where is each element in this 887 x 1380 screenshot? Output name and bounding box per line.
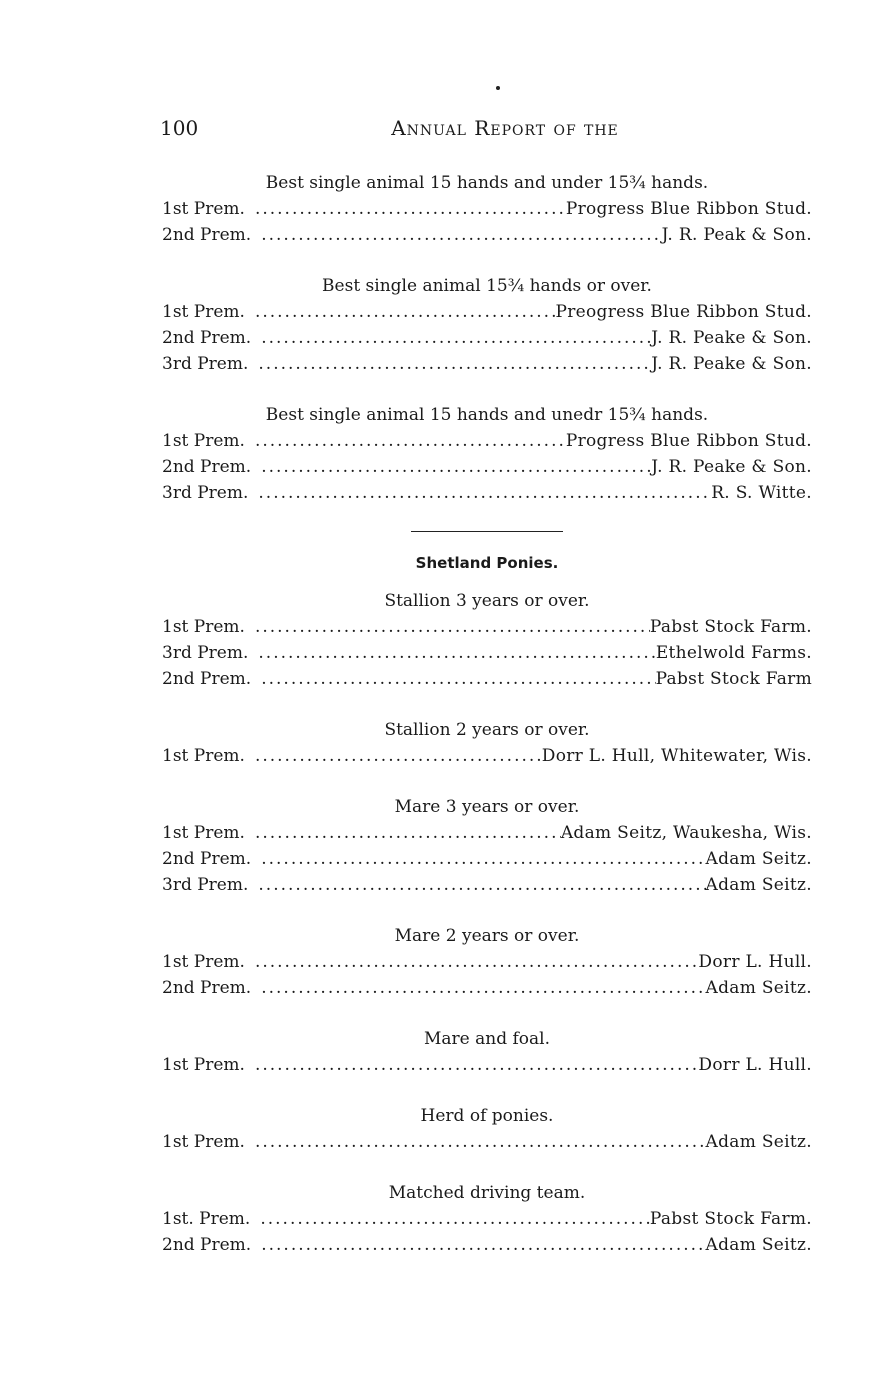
premium-winner: Dorr L. Hull. [698, 952, 812, 972]
premium-place: 1st Prem. [162, 823, 245, 843]
section-title: Mare and foal. [423, 1029, 550, 1049]
dot-leader [255, 299, 556, 325]
premium-place: 1st Prem. [162, 1055, 245, 1075]
award-section [162, 1103, 812, 1155]
premium-place: 1st. Prem. [162, 1209, 251, 1229]
premium-winner: R. S. Witte. [711, 483, 812, 503]
premium-winner: Pabst Stock Farm. [649, 617, 812, 637]
premium-winner: Adam Seitz. [705, 849, 812, 869]
award-section [162, 717, 812, 769]
award-entry [162, 614, 812, 640]
premium-place: 1st Prem. [162, 302, 245, 322]
award-entry [162, 1129, 812, 1155]
premium-place: 2nd Prem. [162, 849, 252, 869]
award-section [162, 588, 812, 692]
dot-leader [255, 949, 698, 975]
premium-place: 3rd Prem. [162, 875, 249, 895]
dot-leader [255, 743, 542, 769]
award-entry [162, 351, 812, 377]
section-divider [411, 531, 563, 532]
premium-winner: J. R. Peake & Son. [651, 328, 812, 348]
award-section [162, 402, 812, 506]
award-entry [162, 454, 812, 480]
print-speck [496, 86, 500, 90]
award-entry [162, 428, 812, 454]
premium-winner: Adam Seitz. [705, 978, 812, 998]
award-entry [162, 820, 812, 846]
premium-winner: J. R. Peake & Son. [651, 354, 812, 374]
page-number: 100 [160, 116, 199, 140]
premium-winner: Ethelwold Farms. [655, 643, 812, 663]
premium-place: 1st Prem. [162, 199, 245, 219]
award-section [162, 273, 812, 377]
premium-place: 1st Prem. [162, 746, 245, 766]
section-title: Matched driving team. [388, 1183, 586, 1203]
dot-leader [255, 1129, 706, 1155]
section-divider-wrap [162, 531, 812, 532]
dot-leader [258, 640, 655, 666]
award-section [162, 170, 812, 248]
dot-leader [261, 666, 655, 692]
dot-leader [255, 428, 566, 454]
award-entry [162, 196, 812, 222]
running-title: Annual Report of the [391, 116, 619, 140]
award-section [162, 1180, 812, 1258]
award-listing [162, 170, 812, 1283]
premium-place: 1st Prem. [162, 431, 245, 451]
award-section [162, 794, 812, 898]
award-entry [162, 325, 812, 351]
premium-place: 3rd Prem. [162, 354, 249, 374]
section-title: Best single animal 15 hands and unedr 15¾ hands. [265, 405, 709, 425]
premium-winner: J. R. Peake & Son. [651, 457, 812, 477]
dot-leader [258, 872, 705, 898]
award-entry [162, 1206, 812, 1232]
premium-place: 1st Prem. [162, 617, 245, 637]
premium-place: 2nd Prem. [162, 328, 252, 348]
dot-leader [261, 222, 661, 248]
award-entry [162, 1052, 812, 1078]
premium-place: 2nd Prem. [162, 978, 252, 998]
section-title: Mare 3 years or over. [394, 797, 580, 817]
dot-leader [261, 1232, 705, 1258]
section-title: Stallion 3 years or over. [384, 591, 590, 611]
award-entry [162, 743, 812, 769]
dot-leader [255, 196, 566, 222]
premium-place: 1st Prem. [162, 952, 245, 972]
award-entry [162, 1232, 812, 1258]
award-entry [162, 872, 812, 898]
premium-winner: Dorr L. Hull, Whitewater, Wis. [541, 746, 812, 766]
page-header [160, 116, 814, 142]
premium-place: 3rd Prem. [162, 483, 249, 503]
award-entry [162, 666, 812, 692]
premium-place: 2nd Prem. [162, 1235, 252, 1255]
premium-winner: Adam Seitz, Waukesha, Wis. [560, 823, 812, 843]
section-title: Best single animal 15 hands and under 15¾ hands. [265, 173, 709, 193]
award-section [162, 923, 812, 1001]
dot-leader [258, 351, 651, 377]
section-title: Stallion 2 years or over. [384, 720, 590, 740]
award-entry [162, 975, 812, 1001]
dot-leader [261, 975, 705, 1001]
shetland-heading: Shetland Ponies. [415, 554, 559, 572]
premium-winner: Adam Seitz. [705, 1235, 812, 1255]
premium-winner: Adam Seitz. [705, 875, 812, 895]
dot-leader [261, 454, 651, 480]
section-title: Mare 2 years or over. [394, 926, 580, 946]
premium-winner: Adam Seitz. [705, 1132, 812, 1152]
premium-place: 3rd Prem. [162, 643, 249, 663]
award-entry [162, 222, 812, 248]
dot-leader [261, 325, 651, 351]
dot-leader [255, 820, 561, 846]
award-entry [162, 640, 812, 666]
premium-place: 2nd Prem. [162, 669, 252, 689]
premium-winner: Progress Blue Ribbon Stud. [565, 431, 812, 451]
award-entry [162, 480, 812, 506]
premium-place: 2nd Prem. [162, 225, 252, 245]
section-title: Herd of ponies. [420, 1106, 554, 1126]
award-section [162, 1026, 812, 1078]
premium-winner: Dorr L. Hull. [698, 1055, 812, 1075]
premium-winner: Pabst Stock Farm. [649, 1209, 812, 1229]
premium-winner: Pabst Stock Farm [655, 669, 812, 689]
award-entry [162, 949, 812, 975]
award-entry [162, 846, 812, 872]
premium-place: 2nd Prem. [162, 457, 252, 477]
premium-winner: J. R. Peak & Son. [661, 225, 812, 245]
premium-winner: Preogress Blue Ribbon Stud. [555, 302, 812, 322]
award-entry [162, 299, 812, 325]
premium-winner: Progress Blue Ribbon Stud. [565, 199, 812, 219]
dot-leader [255, 1052, 698, 1078]
section-title: Best single animal 15¾ hands or over. [322, 276, 652, 296]
dot-leader [261, 846, 705, 872]
dot-leader [260, 1206, 650, 1232]
premium-place: 1st Prem. [162, 1132, 245, 1152]
dot-leader [258, 480, 711, 506]
dot-leader [255, 614, 650, 640]
